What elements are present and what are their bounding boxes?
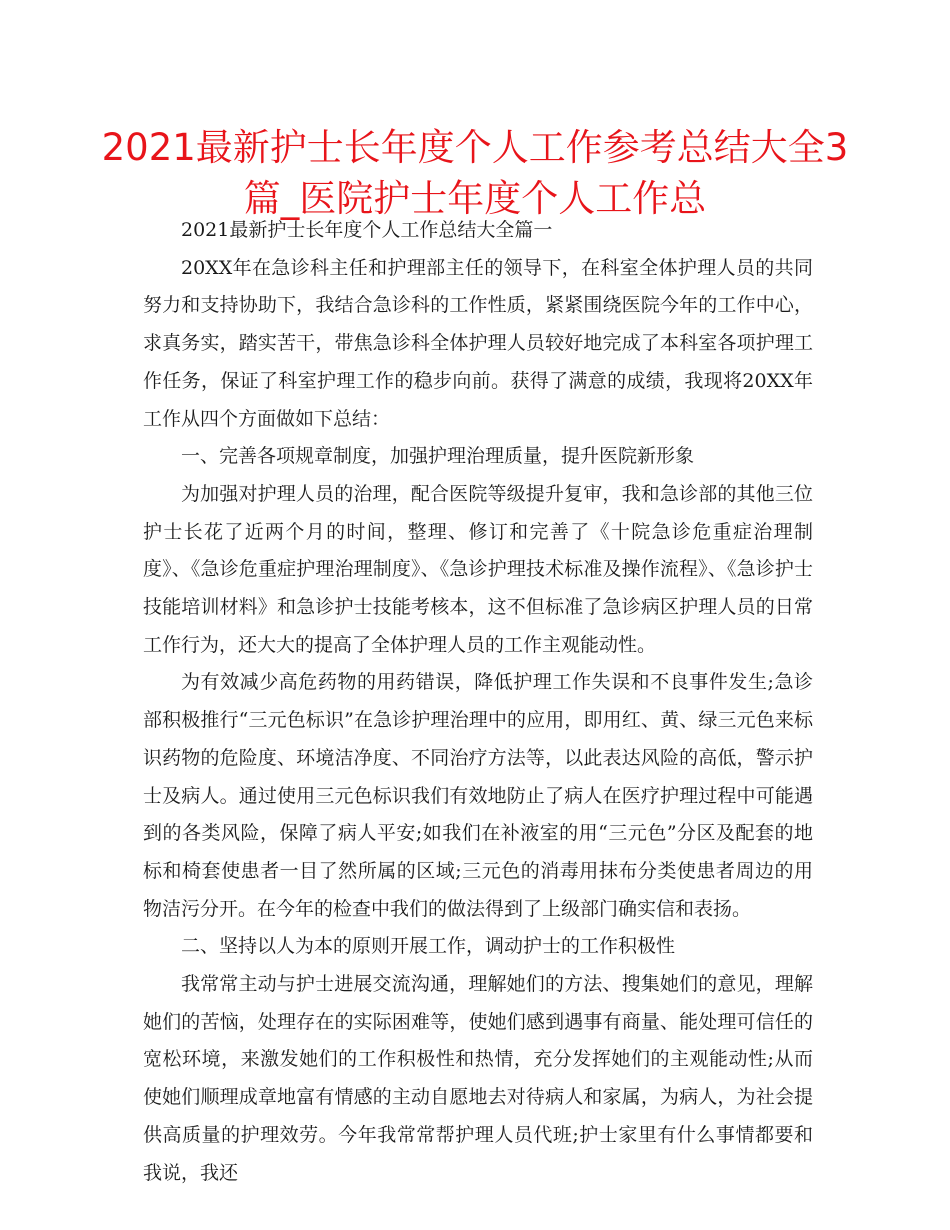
section-heading: 2021最新护士长年度个人工作总结大全篇一 bbox=[181, 219, 553, 241]
subsection-heading: 一、完善各项规章制度，加强护理治理质量，提升医院新形象 bbox=[181, 445, 695, 468]
document-body bbox=[143, 212, 813, 1192]
paragraph: 20XX年在急诊科主任和护理部主任的领导下，在科室全体护理人员的共同努力和支持协助下，我结合急诊科的工作性质，紧紧围绕医院今年的工作中心，求真务实，踏实苦干，带焦急诊科全体护理人员较好地完成了本科室各项护理工作任务，保证了科室护理工作的稳步向前。获得了满意的成绩，我现将20XX年工作从四个方面做如下总结： bbox=[143, 256, 813, 430]
document-title: 2021最新护士长年度个人工作参考总结大全3篇_医院护士年度个人工作总 bbox=[101, 126, 849, 220]
paragraph: 我常常主动与护士进展交流沟通，理解她们的方法、搜集她们的意见，理解她们的苦恼，处理存在的实际困难等，使她们感到遇事有商量、能处理可信任的宽松环境，来激发她们的工作积极性和热情，充分发挥她们的主观能动性;从而使她们顺理成章地富有情感的主动自愿地去对待病人和家属，为病人，为社会提供高质量的护理效劳。今年我常常帮护理人员代班;护士家里有什么事情都要和我说，我还 bbox=[143, 973, 813, 1184]
paragraph: 为有效减少高危药物的用药错误，降低护理工作失误和不良事件发生;急诊部积极推行“三元色标识”在急诊护理治理中的应用，即用红、黄、绿三元色来标识药物的危险度、环境洁净度、不同治疗方法等，以此表达风险的高低，警示护士及病人。通过使用三元色标识我们有效地防止了病人在医疗护理过程中可能遇到的各类风险，保障了病人平安;如我们在补液室的用“三元色”分区及配套的地标和椅套使患者一目了然所属的区域;三元色的消毒用抹布分类使患者周边的用物洁污分开。在今年的检查中我们的做法得到了上级部门确实信和表扬。 bbox=[143, 671, 813, 920]
paragraph: 为加强对护理人员的治理，配合医院等级提升复审，我和急诊部的其他三位护士长花了近两个月的时间，整理、修订和完善了《十院急诊危重症治理制度》、《急诊危重症护理治理制度》、《急诊护理技术标准及操作流程》、《急诊护士技能培训材料》和急诊护士技能考核本，这不但标准了急诊病区护理人员的日常工作行为，还大大的提高了全体护理人员的工作主观能动性。 bbox=[143, 482, 813, 656]
subsection-heading: 二、坚持以人为本的原则开展工作，调动护士的工作积极性 bbox=[181, 935, 676, 958]
